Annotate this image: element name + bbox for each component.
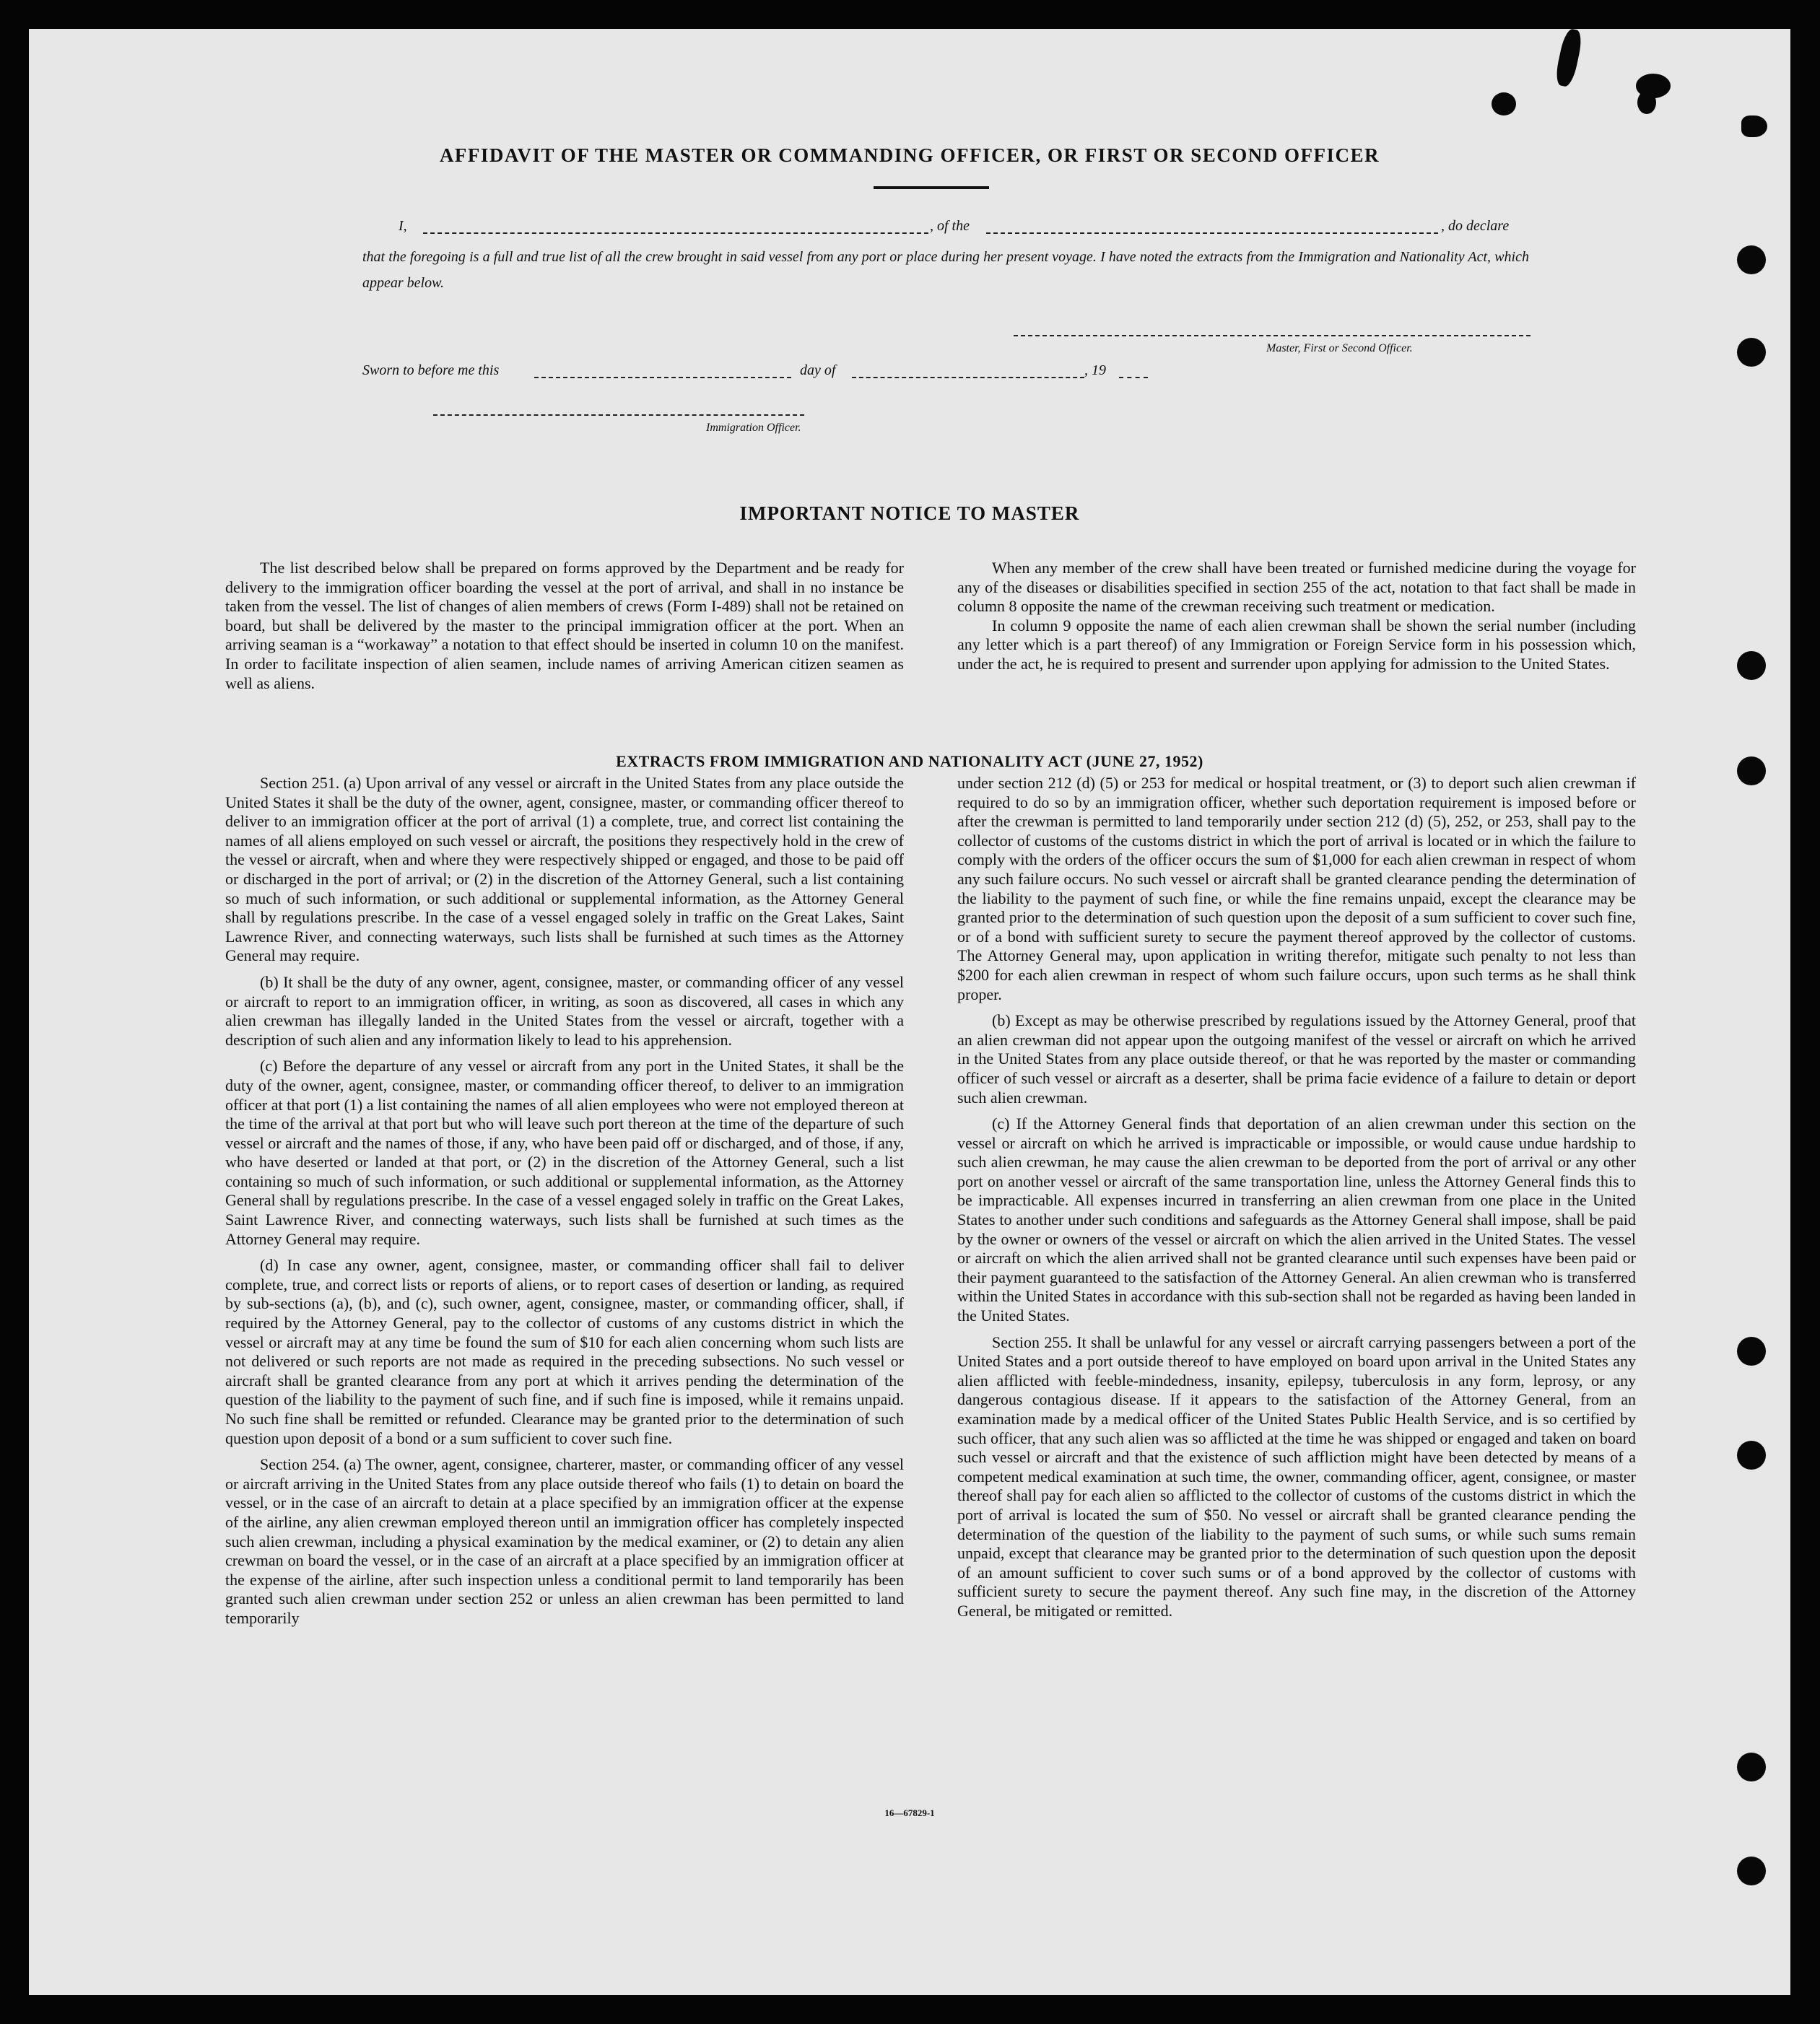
notice-paragraph: In column 9 opposite the name of each alien crewman shall be shown the serial number (including any letter which is a part thereof) of any Immigration or Foreign Service form in his possession which, under the act, he is required to present and surrender upon applying for admission to the United States. xyxy=(957,616,1636,673)
section-paragraph: (b) Except as may be otherwise prescribed by regulations issued by the Attorney General, proof that an alien crewman did not appear upon the outgoing manifest of the vessel or aircraft on which he arrived in the United States from any place outside thereof, or that he was reported by the master or commanding officer of such vessel or aircraft as a deserter, shall be prima facie evidence of a failure to detain or deport such alien crewman. xyxy=(957,1011,1636,1107)
section-paragraph: Section 251. (a) Upon arrival of any vessel or aircraft in the United States from any place outside the United States it shall be the duty of the owner, agent, consignee, master, or commanding officer thereof to deliver to an immigration officer at the port of arrival (1) a complete, true, and correct list containing the names of all aliens employed on such vessel or aircraft, the positions they respectively hold in the crew of the vessel or aircraft, when and where they were respectively shipped or engaged, and those to be paid off or discharged in the port of arrival; or (2) in the discretion of the Attorney General, such a list containing so much of such information, or such additional or supplemental information, as the Attorney General shall by regulations prescribe. In the case of a vessel engaged solely in traffic on the Great Lakes, Saint Lawrence River, and connecting waterways, such lists shall be furnished at such times as the Attorney General may require. xyxy=(225,774,904,965)
section-paragraph: (c) If the Attorney General finds that deportation of an alien crewman under this section on the vessel or aircraft on which he arrived is impracticable or impossible, or would cause undue hardship to such alien crewman, he may cause the alien crewman to be deported from the port of arrival or any other port on another vessel or aircraft of the same transportation line, unless the Attorney General finds this to be impracticable. All expenses incurred in transferring an alien crewman from one place in the United States to another under such conditions and safeguards as the Attorney General shall impose, shall be paid by the owner or owners of the vessel or aircraft on which the alien arrived in the United States. The vessel or aircraft on which the alien arrived shall not be granted clearance until such expenses have been paid or their payment guaranteed to the satisfaction of the Attorney General. An alien crewman who is transferred within the United States in accordance with this sub-section shall not be regarded as having been landed in the United States. xyxy=(957,1114,1636,1325)
vessel-blank xyxy=(986,232,1438,234)
document-page xyxy=(29,29,1790,1995)
punch-hole xyxy=(1737,1857,1766,1885)
sworn-day-blank xyxy=(534,377,791,378)
punch-hole xyxy=(1737,1441,1766,1470)
title-rule xyxy=(874,186,989,189)
ink-blot xyxy=(1554,29,1584,88)
day-of-label: day of xyxy=(800,362,836,378)
notice-paragraph: When any member of the crew shall have been treated or furnished medicine during the voyage for any of the diseases or disabilities specified in section 255 of the act, notation to that fact shall be made in column 8 opposite the name of the crewman receiving such treatment or medication. xyxy=(957,559,1636,616)
master-signature-line xyxy=(1014,335,1531,336)
punch-hole xyxy=(1741,115,1767,137)
year-blank xyxy=(1119,377,1148,378)
punch-hole xyxy=(1737,1753,1766,1781)
officer-signature-line xyxy=(433,414,804,416)
ink-blot xyxy=(1492,92,1516,115)
extracts-title: EXTRACTS FROM IMMIGRATION AND NATIONALITY ACT (JUNE 27, 1952) xyxy=(616,752,1203,770)
section-paragraph: (d) In case any owner, agent, consignee, master, or commanding officer shall fail to deliver complete, true, and correct lists or reports of aliens, or to report cases of desertion or landing, as required by sub-sections (a), (b), and (c), such owner, agent, consignee, master, or commanding officer, shall, if required by the Attorney General, pay to the collector of customs of any customs district in which the vessel or aircraft may at any time be found the sum of $10 for each alien concerning whom such lists are not delivered or such reports are not made as required in the preceding subsections. No such vessel or aircraft shall be granted clearance from any port at which it arrives pending the determination of the question of the liability to the payment of such fine, and if such fine is imposed, while it remains unpaid. No such fine shall be remitted or refunded. Clearance may be granted prior to the determination of such question upon deposit of a bond or a sum sufficient to cover such fine. xyxy=(225,1256,904,1447)
notice-left-column xyxy=(225,559,904,700)
master-caption: Master, First or Second Officer. xyxy=(1266,342,1413,354)
notice-paragraph: The list described below shall be prepared on forms approved by the Department and be ready for delivery to the immigration officer boarding the vessel at the port of arrival, and shall in no instance be taken from the vessel. The list of changes of alien members of crews (Form I-489) shall not be retained on board, but shall be delivered by the master to the principal immigration officer at the port. When an arriving seaman is a “workaway” a notation to that effect should be inserted in column 10 on the manifest. In order to facilitate inspection of alien seamen, include names of arriving American citizen seamen as well as aliens. xyxy=(225,559,904,692)
month-blank xyxy=(852,377,1084,378)
ink-blot xyxy=(1637,91,1656,114)
section-paragraph: (b) It shall be the duty of any owner, agent, consignee, master, or commanding officer of any vessel or aircraft to report to an immigration officer, in writing, as soon as discovered, all cases in which any alien crewman has illegally landed in the United States from the vessel or aircraft, together with a description of such alien and any information likely to lead to his apprehension. xyxy=(225,972,904,1049)
notice-right-column xyxy=(957,559,1636,681)
section-paragraph: Section 254. (a) The owner, agent, consignee, charterer, master, or commanding officer of any vessel or aircraft arriving in the United States from any place outside thereof who fails (1) to detain on board the vessel, or in the case of an aircraft to detain at a place specified by an immigration officer at the expense of the airline, any alien crewman employed thereon until an immigration officer has completely inspected such alien crewman, including a physical examination by the medical examiner, or (2) to detain any alien crewman on board the vessel, or in the case of an aircraft at a place specified by an immigration officer at the expense of the airline, after such inspection unless a conditional permit to land temporarily has been granted such alien crewman under section 252 or unless an alien crewman has been permitted to land temporarily xyxy=(225,1455,904,1627)
punch-hole xyxy=(1737,651,1766,680)
punch-hole xyxy=(1737,245,1766,274)
i-label: I, xyxy=(399,218,407,234)
year-label: , 19 xyxy=(1084,362,1106,378)
extracts-right-column xyxy=(957,774,1636,1628)
punch-hole xyxy=(1737,338,1766,367)
of-the-label: , of the xyxy=(930,218,970,234)
affidavit-title: AFFIDAVIT OF THE MASTER OR COMMANDING OFFICER, OR FIRST OR SECOND OFFICER xyxy=(439,144,1380,166)
extracts-left-column xyxy=(225,774,904,1636)
name-blank xyxy=(423,232,928,234)
notice-title: IMPORTANT NOTICE TO MASTER xyxy=(739,502,1080,524)
declaration-text: that the foregoing is a full and true list of all the crew brought in said vessel from any port or place during her present voyage. I have noted the extracts from the Immigration and Nationality Act, which appear below. xyxy=(362,249,1529,291)
form-number: 16—67829-1 xyxy=(884,1807,935,1818)
section-paragraph: Section 255. It shall be unlawful for any vessel or aircraft carrying passengers between a port of the United States and a port outside thereof to have employed on board upon arrival in the United States any alien afflicted with feeble-mindedness, insanity, epilepsy, tuberculosis in any form, leprosy, or any dangerous contagious disease. If it appears to the satisfaction of the Attorney General, from an examination made by a medical officer of the United States Public Health Service, and is so certified by such officer, that any such alien was so afflicted at the time he was shipped or engaged and taken on board such vessel or aircraft and that the existence of such affliction might have been detected by means of a competent medical examination at such time, the owner, commanding officer, agent, consignee, or master thereof shall pay for each alien so afflicted to the collector of customs of the customs district in which the port of arrival is located the sum of $50. No vessel or aircraft shall be granted clearance pending the determination of the question of the liability to the payment of such sums, or while such sums remain unpaid, except that clearance may be granted prior to the determination of such question upon the deposit of an amount sufficient to cover such sums or of a bond approved by the collector of customs with sufficient surety to secure the payment thereof. Any such fine may, in the discretion of the Attorney General, be mitigated or remitted. xyxy=(957,1332,1636,1620)
officer-caption: Immigration Officer. xyxy=(706,422,801,434)
section-paragraph: under section 212 (d) (5) or 253 for medical or hospital treatment, or (3) to deport such alien crewman if required to do so by an immigration officer, whether such deportation requirement is imposed before or after the crewman is permitted to land temporarily under section 212 (d) (5), 252, or 253, shall pay to the collector of customs of the customs district in which the port of arrival is located or in which the failure to comply with the orders of the officer occurs the sum of $1,000 for each alien crewman in respect of whom any such failure occurs. No such vessel or aircraft shall be granted clearance pending the determination of the liability to the payment of such fine, or while the fine remains unpaid, except the clearance may be granted prior to the determination of such question upon the deposit of a sum sufficient to cover such fine, or of a bond with sufficient surety to secure the payment thereof approved by the collector of customs. The Attorney General may, upon application in writing therefor, mitigate such penalty to not less than $200 for each alien crewman in respect of whom such failure occurs, upon such terms as he shall think proper. xyxy=(957,774,1636,1003)
punch-hole xyxy=(1737,1337,1766,1366)
do-declare-label: , do declare xyxy=(1441,218,1510,234)
sworn-label: Sworn to before me this xyxy=(362,362,500,378)
section-paragraph: (c) Before the departure of any vessel or aircraft from any port in the United States, it shall be the duty of the owner, agent, consignee, master, or commanding officer thereof, to deliver to an immigration officer at that port (1) a list containing the names of all alien employees who were not employed thereon at the time of the arrival at that port but who will leave such port thereon at the time of the departure of such vessel or aircraft and the names of those, if any, who have been paid off or discharged, and of those, if any, who have deserted or landed at that port, or (2) in the discretion of the Attorney General, such a list containing so much of such information, or such additional or supplemental information, as the Attorney General shall by regulations prescribe. In the case of a vessel engaged solely in traffic on the Great Lakes, Saint Lawrence River, and connecting waterways, such lists shall be furnished at such times as the Attorney General may require. xyxy=(225,1057,904,1248)
